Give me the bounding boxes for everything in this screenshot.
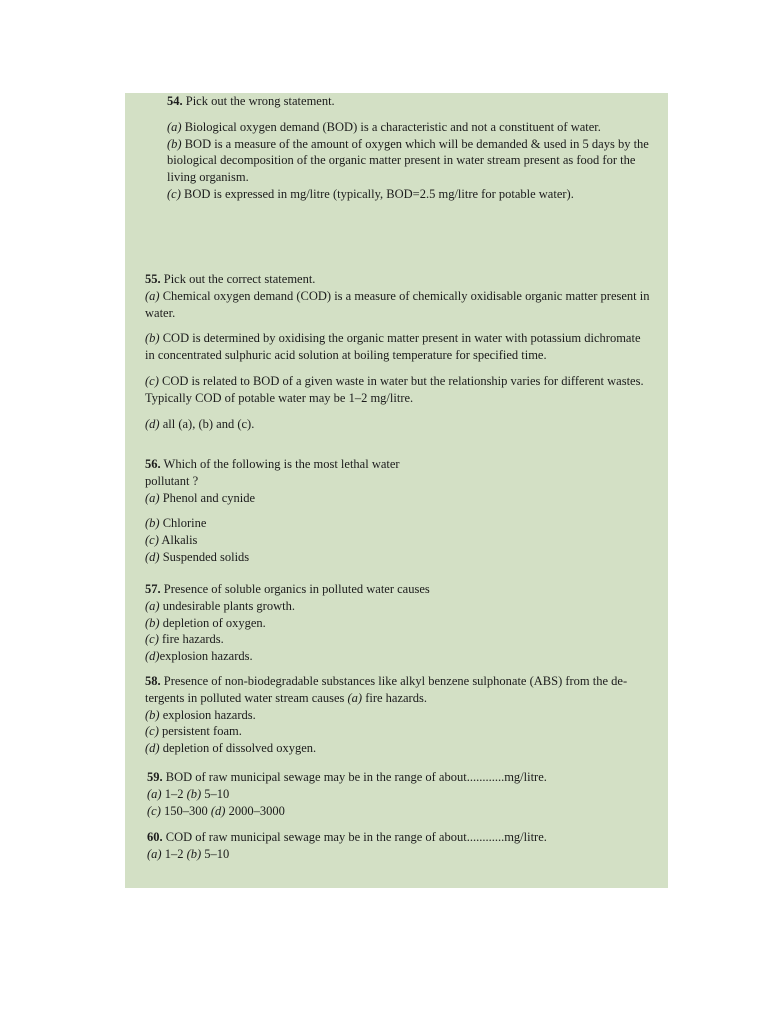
question-stem-cont: pollutant ? [145,473,199,488]
option-d: (d) all (a), (b) and (c). [145,416,255,431]
option-d: (d) depletion of dissolved oxygen. [145,741,317,756]
question-55 [145,271,650,432]
options-row-1: (a) 1–2 (b) 5–10 [147,786,230,801]
question-stem: 55. Pick out the correct statement. [145,272,316,286]
question-stem: 56. Which of the following is the most lethal water [145,457,400,471]
option-c: (c) Alkalis [145,533,198,548]
option-a: (a) undesirable plants growth. [145,598,295,613]
question-56 [145,456,650,566]
option-d: (d) Suspended solids [145,549,250,564]
options-row-2: (c) 150–300 (d) 2000–3000 [147,803,285,818]
option-a: (a) Chemical oxygen demand (COD) is a measure of chemically oxidisable organic matter present in water. [145,288,650,320]
option-c: (c) fire hazards. [145,632,224,647]
option-b: (b) BOD is a measure of the amount of oxygen which will be demanded & used in 5 days by the biological decomposition of the organic matter present in water stream present as food for the living organism. [167,136,649,185]
option-d: (d)explosion hazards. [145,649,253,664]
question-stem: 59. BOD of raw municipal sewage may be in the range of about............mg/litre. [147,770,547,784]
question-54 [167,93,652,203]
option-a: (a) Phenol and cynide [145,490,256,505]
option-c: (c) persistent foam. [145,724,242,739]
option-c: (c) COD is related to BOD of a given waste in water but the relationship varies for different wastes. Typically COD of potable water may be 1–2 mg/litre. [145,373,644,405]
option-a: (a) Biological oxygen demand (BOD) is a characteristic and not a constituent of water. [167,119,601,134]
option-b: (b) COD is determined by oxidising the organic matter present in water with potassium dichromate in concentrated sulphuric acid solution at boiling temperature for specified time. [145,331,641,363]
page-panel [125,93,668,888]
option-c: (c) BOD is expressed in mg/litre (typically, BOD=2.5 mg/litre for potable water). [167,186,574,201]
question-stem: 57. Presence of soluble organics in polluted water causes [145,582,430,596]
question-58 [145,673,650,757]
question-59 [147,769,652,819]
option-b: (b) Chlorine [145,516,207,531]
option-b: (b) explosion hazards. [145,707,256,722]
options-row-1: (a) 1–2 (b) 5–10 [147,846,230,861]
question-stem: 54. Pick out the wrong statement. [167,94,335,108]
question-stem: 58. Presence of non-biodegradable substances like alkyl benzene sulphonate (ABS) from the de- tergents in polluted water stream causes (a) fire hazards. [145,674,628,705]
option-b: (b) depletion of oxygen. [145,615,266,630]
question-60 [147,829,652,863]
question-57 [145,581,650,665]
question-stem: 60. COD of raw municipal sewage may be in the range of about............mg/litre. [147,830,547,844]
